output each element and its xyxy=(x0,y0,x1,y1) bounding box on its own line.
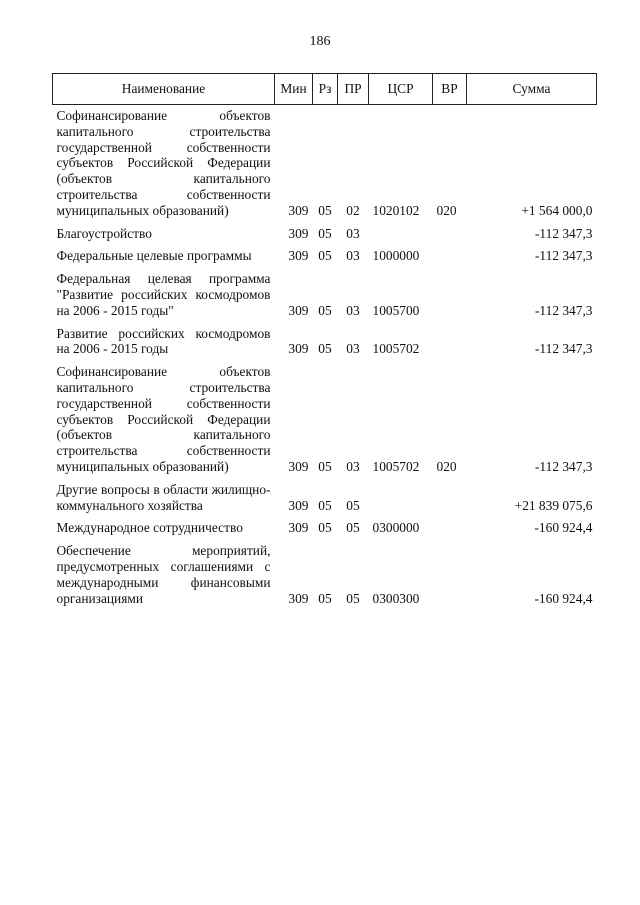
row-name: Софинансирование объектов капитального строительства государственной собственности субъектов Российской Федерации (объектов капитального строительства собственности муниципальных образований) xyxy=(56,364,271,474)
row-csr: 1005702 xyxy=(372,341,420,357)
table-row xyxy=(53,219,597,242)
row-sum: -160 924,4 xyxy=(534,520,593,536)
row-csr: 1020102 xyxy=(372,202,420,218)
row-vr xyxy=(433,241,467,264)
row-vr xyxy=(433,319,467,358)
row-min: 309 xyxy=(288,497,309,513)
header-csr: ЦСР xyxy=(369,74,433,105)
row-min: 309 xyxy=(288,341,309,357)
table-row xyxy=(53,319,597,358)
row-vr: 020 xyxy=(436,458,457,474)
row-sum: -112 347,3 xyxy=(534,458,593,474)
row-name: Обеспечение мероприятий, предусмотренных соглашениями с международными финансовыми организациями xyxy=(56,543,271,606)
row-rz: 05 xyxy=(318,497,332,513)
row-vr xyxy=(433,475,467,514)
row-min: 309 xyxy=(288,225,309,241)
row-sum: -112 347,3 xyxy=(534,248,593,264)
row-rz: 05 xyxy=(318,458,332,474)
row-min: 309 xyxy=(288,202,309,218)
row-pr: 03 xyxy=(346,248,360,264)
header-name: Наименование xyxy=(53,74,275,105)
row-csr: 0300300 xyxy=(372,590,420,606)
row-vr xyxy=(433,513,467,536)
row-pr: 05 xyxy=(346,497,360,513)
row-rz: 05 xyxy=(318,202,332,218)
header-rz: Рз xyxy=(313,74,338,105)
table-header xyxy=(53,74,597,105)
row-vr xyxy=(433,264,467,318)
page-number: 186 xyxy=(309,34,331,49)
row-pr: 03 xyxy=(346,302,360,318)
row-rz: 05 xyxy=(318,302,332,318)
header-pr: ПР xyxy=(338,74,369,105)
row-pr: 03 xyxy=(346,458,360,474)
table-row xyxy=(53,513,597,536)
row-pr: 05 xyxy=(346,520,360,536)
table-row xyxy=(53,105,597,219)
row-name: Развитие российских космодромов на 2006 - 2015 годы xyxy=(56,325,271,357)
row-csr: 1005700 xyxy=(372,302,420,318)
row-sum: -112 347,3 xyxy=(534,225,593,241)
row-vr: 020 xyxy=(436,202,457,218)
row-csr: 1000000 xyxy=(372,248,420,264)
row-pr: 03 xyxy=(346,225,360,241)
row-csr xyxy=(369,219,433,242)
table-row xyxy=(53,264,597,318)
row-sum: +21 839 075,6 xyxy=(514,497,593,513)
row-pr: 03 xyxy=(346,341,360,357)
row-rz: 05 xyxy=(318,520,332,536)
row-rz: 05 xyxy=(318,248,332,264)
row-min: 309 xyxy=(288,590,309,606)
table-body xyxy=(53,105,597,607)
row-min: 309 xyxy=(288,302,309,318)
header-sum: Сумма xyxy=(467,74,597,105)
row-rz: 05 xyxy=(318,341,332,357)
row-name: Федеральные целевые программы xyxy=(56,248,252,264)
row-sum: -160 924,4 xyxy=(534,590,593,606)
row-min: 309 xyxy=(288,458,309,474)
budget-table xyxy=(52,73,597,606)
row-min: 309 xyxy=(288,520,309,536)
row-name: Другие вопросы в области жилищно-коммунального хозяйства xyxy=(56,481,271,513)
row-name: Федеральная целевая программа "Развитие российских космодромов на 2006 - 2015 годы" xyxy=(56,271,271,318)
row-name: Софинансирование объектов капитального строительства государственной собственности субъектов Российской Федерации (объектов капитального строительства собственности муниципальных образований) xyxy=(56,108,271,218)
table-row xyxy=(53,475,597,514)
row-rz: 05 xyxy=(318,590,332,606)
row-pr: 05 xyxy=(346,590,360,606)
row-vr xyxy=(433,536,467,606)
header-vr: ВР xyxy=(433,74,467,105)
table-row xyxy=(53,357,597,475)
table-row xyxy=(53,241,597,264)
row-csr: 0300000 xyxy=(372,520,420,536)
row-min: 309 xyxy=(288,248,309,264)
row-pr: 02 xyxy=(346,202,360,218)
row-vr xyxy=(433,219,467,242)
row-sum: -112 347,3 xyxy=(534,341,593,357)
row-sum: +1 564 000,0 xyxy=(521,202,593,218)
row-csr: 1005702 xyxy=(372,458,420,474)
row-sum: -112 347,3 xyxy=(534,302,593,318)
row-name: Международное сотрудничество xyxy=(56,520,243,536)
row-rz: 05 xyxy=(318,225,332,241)
header-min: Мин xyxy=(275,74,313,105)
table-row xyxy=(53,536,597,606)
row-name: Благоустройство xyxy=(56,225,152,241)
row-csr xyxy=(369,475,433,514)
